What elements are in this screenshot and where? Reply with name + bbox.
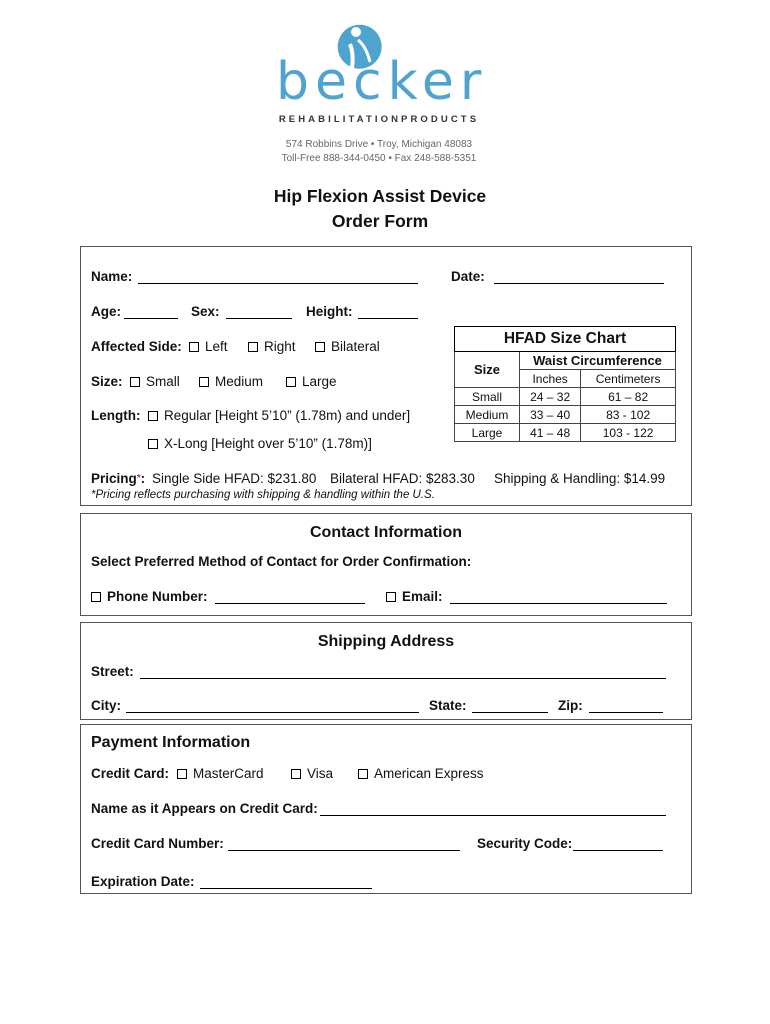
card-name-label: Name as it Appears on Credit Card: (91, 801, 318, 816)
size-cell: Medium (455, 406, 520, 424)
security-code-field[interactable] (573, 850, 663, 851)
sex-label: Sex: (191, 304, 220, 319)
checkbox-icon[interactable] (189, 342, 199, 352)
card-number-field[interactable] (228, 850, 460, 851)
logo-tagline: REHABILITATIONPRODUCTS (278, 114, 480, 125)
height-field[interactable] (358, 318, 418, 319)
date-field[interactable] (494, 283, 664, 284)
pricing-label: Pricing (91, 471, 137, 486)
state-label: State: (429, 698, 467, 713)
shipping-price: Shipping & Handling: $14.99 (494, 471, 666, 486)
city-field[interactable] (126, 712, 419, 713)
logo-wordmark: becker (276, 52, 488, 112)
inches-cell: 24 – 32 (520, 388, 581, 406)
checkbox-icon[interactable] (286, 377, 296, 387)
age-field[interactable] (124, 318, 178, 319)
card-number-label: Credit Card Number: (91, 836, 224, 851)
street-label: Street: (91, 664, 134, 679)
security-code-label: Security Code: (477, 836, 573, 851)
size-chart-title: HFAD Size Chart (455, 327, 676, 352)
phone-option[interactable]: Phone Number: (91, 589, 208, 604)
name-field[interactable] (138, 283, 418, 284)
expiration-field[interactable] (200, 888, 372, 889)
logo-phone: Toll-Free 888-344-0450 • Fax 248-588-5351 (281, 153, 477, 164)
affected-side-label: Affected Side: (91, 339, 182, 354)
checkbox-left[interactable]: Left (189, 339, 228, 354)
checkbox-icon[interactable] (91, 592, 101, 602)
inches-cell: 33 – 40 (520, 406, 581, 424)
checkbox-icon[interactable] (386, 592, 396, 602)
cm-cell: 103 - 122 (581, 424, 676, 442)
state-field[interactable] (472, 712, 548, 713)
single-price: Single Side HFAD: $231.80 (152, 471, 317, 486)
shipping-section (80, 622, 692, 720)
card-name-field[interactable] (320, 815, 666, 816)
sex-field[interactable] (226, 318, 292, 319)
size-label: Size: (91, 374, 123, 389)
checkbox-icon[interactable] (199, 377, 209, 387)
checkbox-bilateral[interactable]: Bilateral (315, 339, 380, 354)
centimeters-header: Centimeters (581, 370, 676, 388)
age-label: Age: (91, 304, 121, 319)
email-option[interactable]: Email: (386, 589, 443, 604)
checkbox-icon[interactable] (358, 769, 368, 779)
height-label: Height: (306, 304, 353, 319)
pricing-colon: : (140, 471, 146, 486)
zip-label: Zip: (558, 698, 583, 713)
contact-title: Contact Information (310, 524, 462, 541)
date-label: Date: (451, 269, 485, 284)
pricing-note: *Pricing reflects purchasing with shipping & handling within the U.S. (91, 489, 435, 501)
checkbox-visa[interactable]: Visa (291, 766, 333, 781)
checkbox-icon[interactable] (248, 342, 258, 352)
expiration-label: Expiration Date: (91, 874, 195, 889)
checkbox-icon[interactable] (148, 411, 158, 421)
size-cell: Large (455, 424, 520, 442)
checkbox-amex[interactable]: American Express (358, 766, 484, 781)
zip-field[interactable] (589, 712, 663, 713)
table-row (455, 424, 676, 442)
logo-address: 574 Robbins Drive • Troy, Michigan 48083 (285, 139, 473, 150)
form-subtitle: Order Form (331, 211, 429, 231)
checkbox-icon[interactable] (148, 439, 158, 449)
table-row (455, 388, 676, 406)
checkbox-medium[interactable]: Medium (199, 374, 263, 389)
checkbox-small[interactable]: Small (130, 374, 180, 389)
checkbox-icon[interactable] (291, 769, 301, 779)
contact-instruction: Select Preferred Method of Contact for Order Confirmation: (91, 554, 472, 569)
bilateral-price: Bilateral HFAD: $283.30 (330, 471, 475, 486)
pricing-row (91, 471, 145, 486)
credit-card-label: Credit Card: (91, 766, 170, 781)
checkbox-right[interactable]: Right (248, 339, 296, 354)
cm-cell: 61 – 82 (581, 388, 676, 406)
inches-header: Inches (520, 370, 581, 388)
checkbox-icon[interactable] (177, 769, 187, 779)
length-label: Length: (91, 408, 141, 423)
table-row (455, 406, 676, 424)
pricing-asterisk: * (136, 473, 141, 484)
size-header: Size (455, 352, 520, 388)
checkbox-mastercard[interactable]: MasterCard (177, 766, 264, 781)
cm-cell: 83 - 102 (581, 406, 676, 424)
checkbox-icon[interactable] (130, 377, 140, 387)
checkbox-large[interactable]: Large (286, 374, 337, 389)
street-field[interactable] (140, 678, 666, 679)
checkbox-regular[interactable]: Regular [Height 5’10” (1.78m) and under] (148, 408, 410, 423)
phone-field[interactable] (215, 603, 365, 604)
city-label: City: (91, 698, 121, 713)
waist-header: Waist Circumference (520, 352, 676, 370)
form-title: Hip Flexion Assist Device (273, 186, 487, 206)
checkbox-icon[interactable] (315, 342, 325, 352)
size-cell: Small (455, 388, 520, 406)
inches-cell: 41 – 48 (520, 424, 581, 442)
size-chart (454, 326, 676, 442)
payment-title: Payment Information (91, 734, 251, 751)
checkbox-xlong[interactable]: X-Long [Height over 5’10” (1.78m)] (148, 436, 372, 451)
shipping-title: Shipping Address (317, 633, 455, 650)
email-field[interactable] (450, 603, 667, 604)
name-label: Name: (91, 269, 133, 284)
